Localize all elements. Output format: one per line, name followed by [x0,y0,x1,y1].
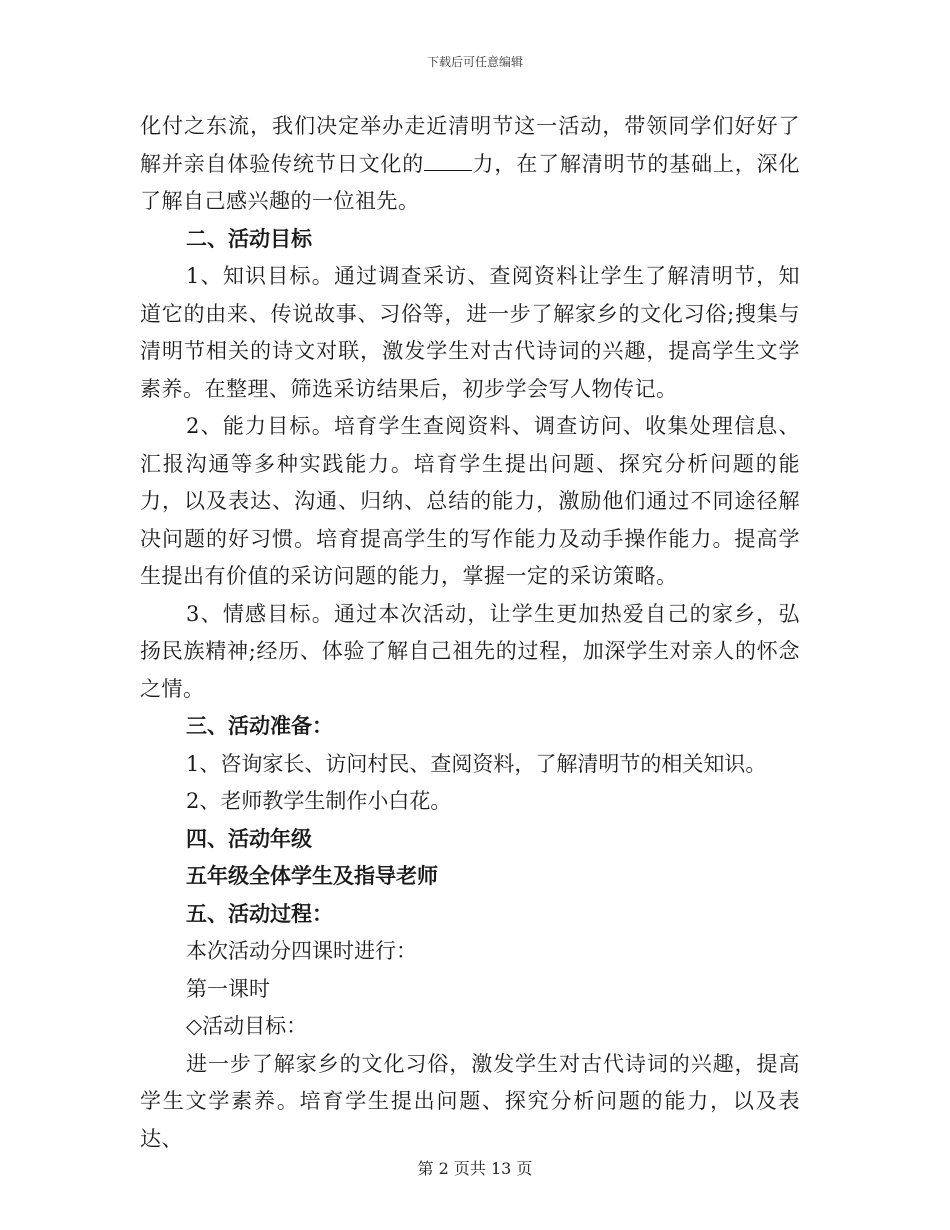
ability-goal-paragraph: 2、能力目标。培育学生查阅资料、调查访问、收集处理信息、汇报沟通等多种实践能力。培育学生提出问题、探究分析问题的能力，以及表达、沟通、归纳、总结的能力，激励他们通过不同途径解决问题的好习惯。培育提高学生的写作能力及动手操作能力。提高学生提出有价值的采访问题的能力，掌握一定的采访策略。 [140,414,800,588]
process-intro: 本次活动分四课时进行： [186,939,417,963]
page-footer: 第 2 页共 13 页 [417,1159,533,1178]
intro-text-before-blank: 化付之东流，我们决定举办走近清明节这一活动，带领同学们好好了解并亲自体验传统节日文化的 [140,114,800,176]
grade-participants: 五年级全体学生及指导老师 [186,864,438,888]
intro-paragraph [140,108,800,221]
preparation-item-1: 1、咨询家长、访问村民、查阅资料，了解清明节的相关知识。 [186,751,767,776]
intro-text-after-blank: 力，在了解清明节的基础上，深化了解自己感兴趣的一位祖先。 [140,151,801,213]
section-heading-preparation: 三、活动准备： [186,714,333,738]
section-heading-process: 五、活动过程： [186,901,333,926]
fill-in-blank [424,152,472,171]
section-heading-grade: 四、活动年级 [186,826,312,851]
page-header: 下载后可任意编辑 [426,55,523,69]
section-heading-goals: 二、活动目标 [186,226,312,251]
preparation-item-2: 2、老师教学生制作小白花。 [186,789,452,813]
knowledge-goal-paragraph: 1、知识目标。通过调查采访、查阅资料让学生了解清明节，知道它的由来、传说故事、习俗等，进一步了解家乡的文化习俗;搜集与清明节相关的诗文对联，激发学生对古代诗词的兴趣，提高学生文学素养。在整理、筛选采访结果后，初步学会写人物传记。 [140,264,800,401]
emotion-goal-paragraph: 3、情感目标。通过本次活动，让学生更加热爱自己的家乡，弘扬民族精神;经历、体验了解自己祖先的过程，加深学生对亲人的怀念之情。 [140,601,800,701]
document-body [140,108,800,1158]
lesson-one-goal-paragraph: 进一步了解家乡的文化习俗，激发学生对古代诗词的兴趣，提高学生文学素养。培育学生提出问题、探究分析问题的能力，以及表达、 [140,1051,800,1151]
lesson-one-title: 第一课时 [186,976,270,1001]
lesson-one-goal-label: ◇活动目标： [186,1014,308,1038]
